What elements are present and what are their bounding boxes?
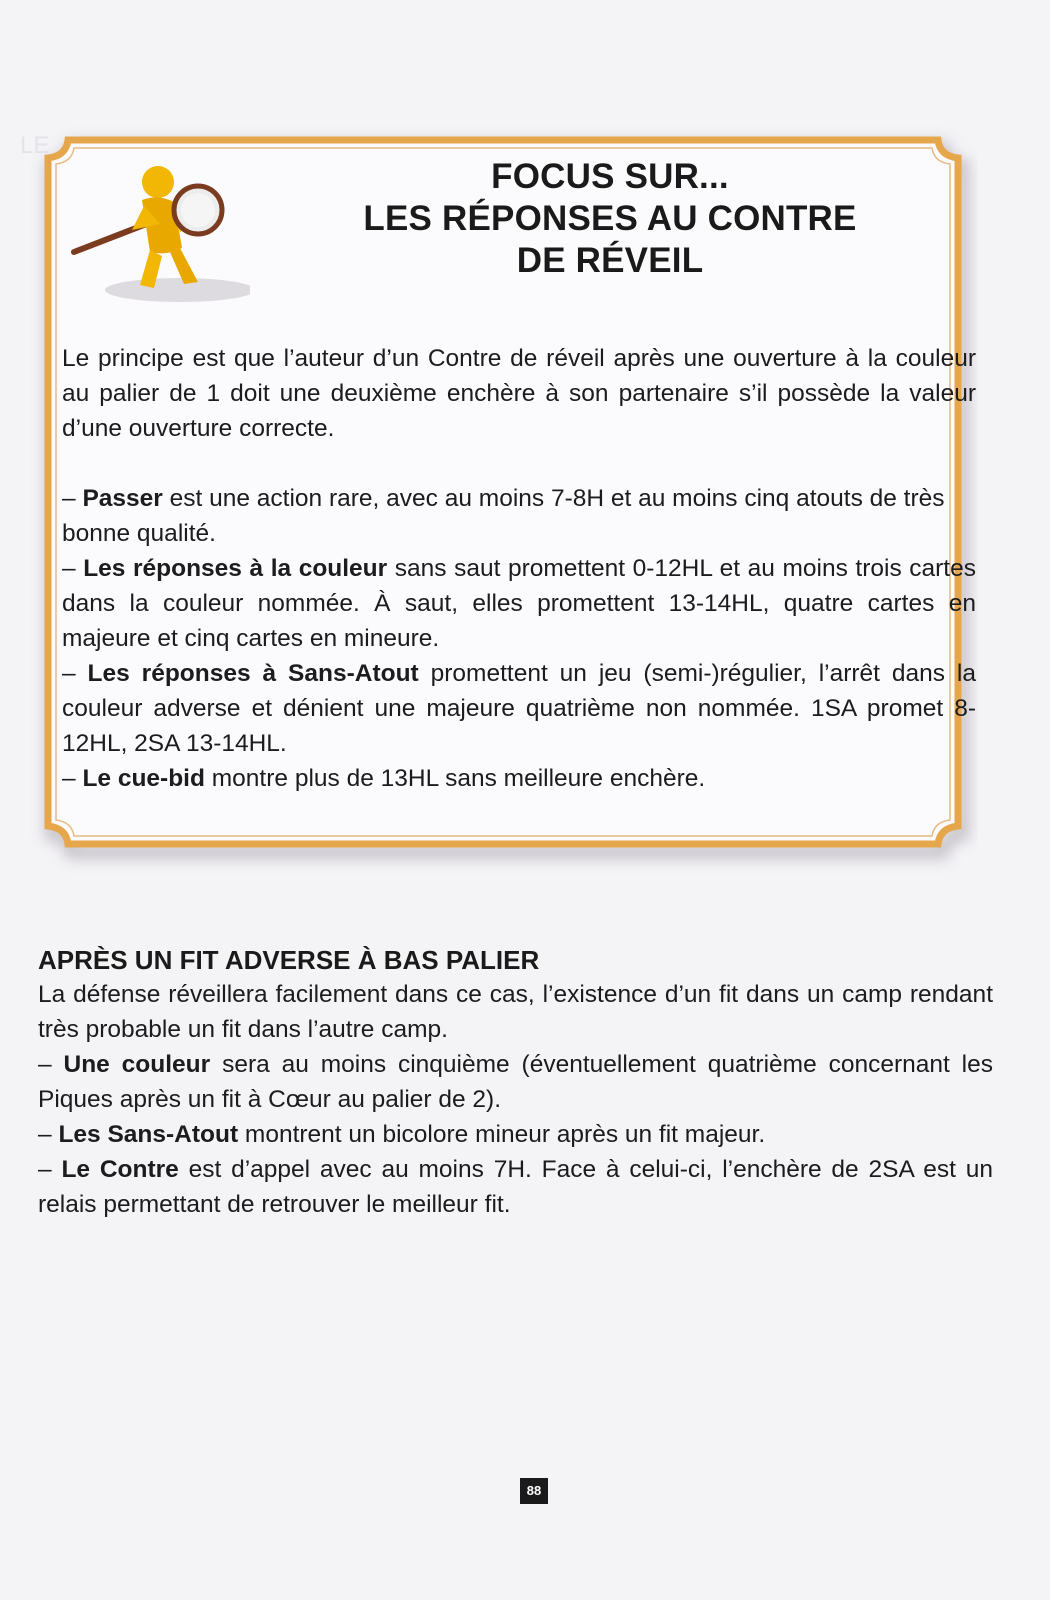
focus-intro: Le principe est que l’auteur d’un Contre de réveil après une ouverture à la couleur au palier de 1 doit une deuxième enchère à son partenaire s’il possède la valeur d’une ouverture correcte.: [62, 345, 976, 442]
focus-item-term: Passer: [82, 485, 163, 512]
section-item-contre: [38, 1152, 993, 1222]
focus-item-text: est une action rare, avec au moins 7-8H et au moins cinq atouts de très bonne qualité.: [62, 485, 945, 547]
focus-item-passer: [62, 481, 976, 551]
section-item-term: Le Contre: [61, 1156, 179, 1183]
section-heading: APRÈS UN FIT ADVERSE À BAS PALIER: [38, 945, 540, 975]
section-item-text: sera au moins cinquième (éventuellement quatrième concernant les Piques après un fit à Cœur au palier de 2).: [38, 1051, 994, 1113]
dash: –: [38, 1051, 64, 1078]
section-item-text: montrent un bicolore mineur après un fit majeur.: [238, 1121, 766, 1148]
section-item-term: Les Sans-Atout: [58, 1121, 239, 1148]
focus-item-cue-bid: [62, 761, 976, 796]
section-intro: La défense réveillera facilement dans ce cas, l’existence d’un fit dans un camp rendant très probable un fit dans l’autre camp.: [38, 981, 993, 1043]
bleed-through: LE: [20, 132, 50, 159]
magnifier-mascot-icon: [70, 160, 250, 310]
dash: –: [62, 765, 83, 792]
section-item-text: est d’appel avec au moins 7H. Face à celui-ci, l’enchère de 2SA est un relais permettant de retrouver le meilleur fit.: [38, 1156, 993, 1218]
focus-item-text: sans saut promettent 0-12HL et au moins trois cartes dans la couleur nommée. À saut, elles promettent 13-14HL, quatre cartes en majeure et cinq cartes en mineure.: [62, 555, 976, 652]
section-item-couleur: [38, 1047, 993, 1117]
focus-title-line-2: LES RÉPONSES AU CONTRE: [363, 199, 857, 238]
dash: –: [62, 555, 84, 582]
focus-item-text: montre plus de 13HL sans meilleure enchère.: [204, 765, 706, 792]
focus-item-text: promettent un jeu (semi-)régulier, l’arrêt dans la couleur adverse et dénient une majeure quatrième non nommée. 1SA promet 8-12HL, 2SA 13-14HL.: [62, 660, 976, 757]
focus-title: [300, 156, 920, 282]
dash: –: [62, 660, 88, 687]
focus-item-term: Le cue-bid: [82, 765, 205, 792]
focus-item-sans-atout: [62, 656, 976, 761]
section-body: [38, 977, 993, 1222]
section-item-sans-atout: [38, 1117, 993, 1152]
dash: –: [38, 1156, 62, 1183]
page-number: 88: [520, 1478, 548, 1504]
focus-title-line-3: DE RÉVEIL: [516, 241, 704, 280]
focus-item-term: Les réponses à la couleur: [83, 555, 388, 582]
dash: –: [62, 485, 83, 512]
section-item-term: Une couleur: [63, 1051, 211, 1078]
focus-item-couleur: [62, 551, 976, 656]
dash: –: [38, 1121, 59, 1148]
focus-body: [62, 341, 976, 796]
focus-title-line-1: FOCUS SUR...: [491, 157, 729, 196]
paragraph-gap: [62, 446, 976, 481]
focus-item-term: Les réponses à Sans-Atout: [87, 660, 419, 687]
